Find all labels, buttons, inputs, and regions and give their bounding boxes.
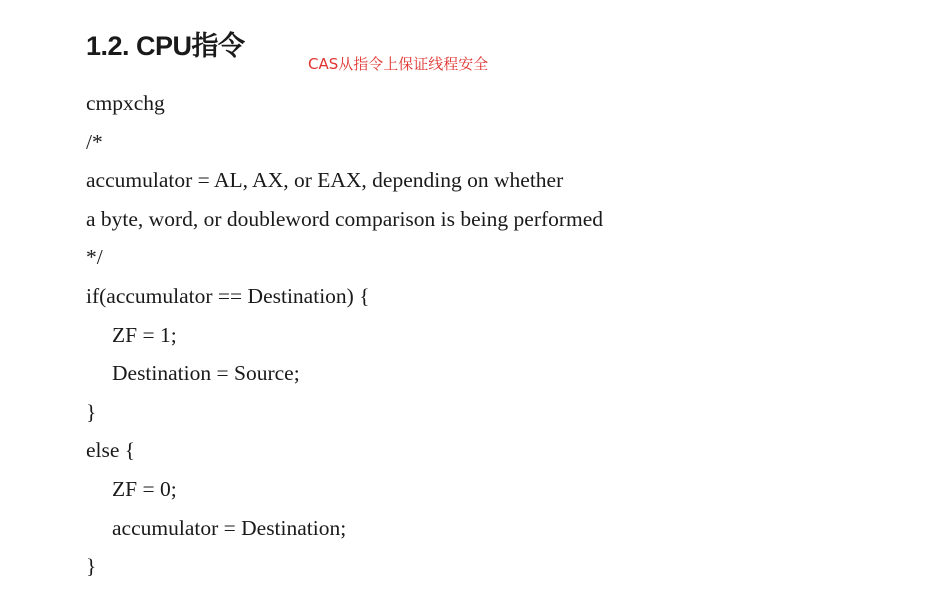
code-line: */ xyxy=(86,245,103,270)
code-line: a byte, word, or doubleword comparison is being performed xyxy=(86,206,604,231)
code-line: Destination = Source; xyxy=(112,361,300,386)
code-line: ZF = 0; xyxy=(112,476,177,501)
code-line: ZF = 1; xyxy=(112,322,177,347)
code-line: else { xyxy=(86,438,136,463)
section-heading: 1.2. CPU指令 xyxy=(86,31,245,61)
code-line: accumulator = AL, AX, or EAX, depending on whether xyxy=(86,168,564,193)
code-line: } xyxy=(86,399,97,424)
pseudocode-block xyxy=(86,88,603,590)
code-line: if(accumulator == Destination) { xyxy=(86,283,370,308)
code-line: } xyxy=(86,554,97,579)
code-line: accumulator = Destination; xyxy=(112,515,347,540)
annotation-note: CAS从指令上保证线程安全 xyxy=(308,55,489,73)
code-line: /* xyxy=(86,129,103,154)
code-line: cmpxchg xyxy=(86,91,165,115)
